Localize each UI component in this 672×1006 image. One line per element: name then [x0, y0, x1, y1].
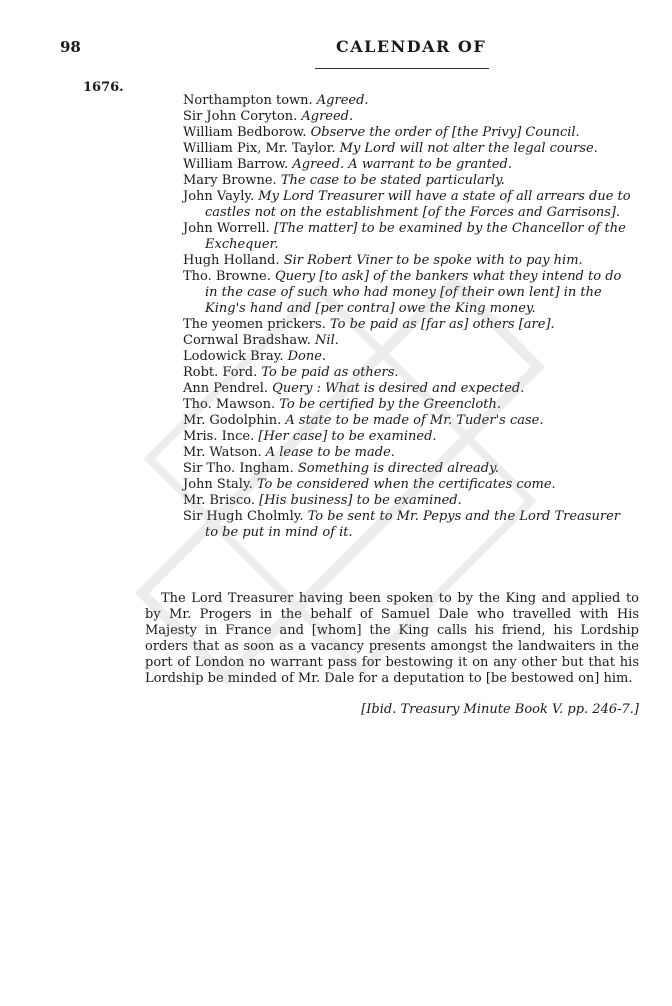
entry-decision: To be considered when the certificates come. [256, 477, 556, 492]
minute-entry [183, 317, 635, 333]
entry-name: Mr. Brisco. [183, 493, 255, 508]
year-marginal: 1676. [83, 80, 124, 95]
entry-name: Sir John Coryton. [183, 109, 298, 124]
entry-name: Mary Browne. [183, 173, 277, 188]
entry-name: Mr. Godolphin. [183, 413, 282, 428]
entry-decision: Sir Robert Viner to be spoke with to pay him. [283, 253, 583, 268]
entry-decision: Agreed. A warrant to be granted. [292, 157, 512, 172]
entry-decision: [The matter] to be examined by the Chancellor of the Exchequer. [205, 221, 626, 252]
entry-decision: Query [to ask] of the bankers what they intend to do in the case of such who had money [of their own lent] in the King's hand and [per contra] owe the King money. [205, 269, 622, 316]
source-citation: [Ibid. Treasury Minute Book V. pp. 246-7.] [361, 702, 639, 717]
minute-entries [183, 93, 635, 541]
entry-name: Mris. Ince. [183, 429, 255, 444]
entry-name: John Staly. [183, 477, 253, 492]
minute-entry [183, 189, 635, 221]
entry-decision: Something is directed already. [297, 461, 499, 476]
entry-decision: Agreed. [301, 109, 354, 124]
minute-entry [183, 477, 635, 493]
minute-entry [183, 125, 635, 141]
entry-decision: To be sent to Mr. Pepys and the Lord Treasurer to be put in mind of it. [205, 509, 620, 540]
minute-entry [183, 93, 635, 109]
minute-entry [183, 461, 635, 477]
entry-name: Sir Hugh Cholmly. [183, 509, 304, 524]
entry-decision: Query : What is desired and expected. [272, 381, 525, 396]
entry-decision: Observe the order of [the Privy] Council. [310, 125, 580, 140]
entry-decision: To be paid as others. [261, 365, 399, 380]
minute-entry [183, 269, 635, 317]
minute-entry [183, 413, 635, 429]
minute-entry [183, 221, 635, 253]
minute-entry [183, 397, 635, 413]
minute-entry [183, 253, 635, 269]
entry-decision: A state to be made of Mr. Tuder's case. [285, 413, 544, 428]
entry-name: Lodowick Bray. [183, 349, 284, 364]
page-number: 98 [60, 38, 81, 56]
entry-decision: The case to be stated particularly. [280, 173, 505, 188]
entry-decision: My Lord will not alter the legal course. [339, 141, 598, 156]
minute-entry [183, 381, 635, 397]
entry-name: The yeomen prickers. [183, 317, 326, 332]
header-rule [315, 68, 489, 69]
minute-entry [183, 509, 635, 541]
minute-entry [183, 493, 635, 509]
minute-entry [183, 141, 635, 157]
entry-decision: Done. [287, 349, 327, 364]
entry-name: Tho. Browne. [183, 269, 271, 284]
entry-name: Ann Pendrel. [183, 381, 269, 396]
minute-entry [183, 445, 635, 461]
entry-decision: To be paid as [far as] others [are]. [329, 317, 555, 332]
entry-decision: Agreed. [316, 93, 369, 108]
body-paragraph: The Lord Treasurer having been spoken to by the King and applied to by Mr. Progers in the behalf of Samuel Dale who travelled with His Majesty in France and [whom] the King calls his friend, his Lordship orders that as soon as a vacancy presents amongst the landwaiters in the port of London no warrant pass for bestowing it on any other but that his Lordship be minded of Mr. Dale for a deputation to [be bestowed on] him. [145, 591, 639, 686]
entry-name: Sir Tho. Ingham. [183, 461, 294, 476]
entry-name: Mr. Watson. [183, 445, 262, 460]
minute-entry [183, 349, 635, 365]
entry-name: John Vayly. [183, 189, 255, 204]
minute-entry [183, 157, 635, 173]
entry-decision: [His business] to be examined. [259, 493, 462, 508]
minute-entry [183, 365, 635, 381]
entry-name: Robt. Ford. [183, 365, 258, 380]
entry-name: Tho. Mawson. [183, 397, 276, 412]
entry-name: William Pix, Mr. Taylor. [183, 141, 336, 156]
entry-name: John Worrell. [183, 221, 270, 236]
entry-name: William Barrow. [183, 157, 289, 172]
entry-name: William Bedborow. [183, 125, 307, 140]
minute-entry [183, 333, 635, 349]
minute-entry [183, 109, 635, 125]
entry-decision: [Her case] to be examined. [258, 429, 437, 444]
entry-decision: My Lord Treasurer will have a state of all arrears due to castles not on the establishment [of the Forces and Garrisons]. [205, 189, 631, 220]
entry-name: Northampton town. [183, 93, 313, 108]
entry-decision: Nil. [315, 333, 339, 348]
entry-decision: A lease to be made. [265, 445, 395, 460]
minute-entry [183, 173, 635, 189]
running-title: CALENDAR OF [336, 37, 487, 56]
entry-name: Cornwal Bradshaw. [183, 333, 311, 348]
minute-entry [183, 429, 635, 445]
entry-decision: To be certified by the Greencloth. [279, 397, 501, 412]
entry-name: Hugh Holland. [183, 253, 280, 268]
